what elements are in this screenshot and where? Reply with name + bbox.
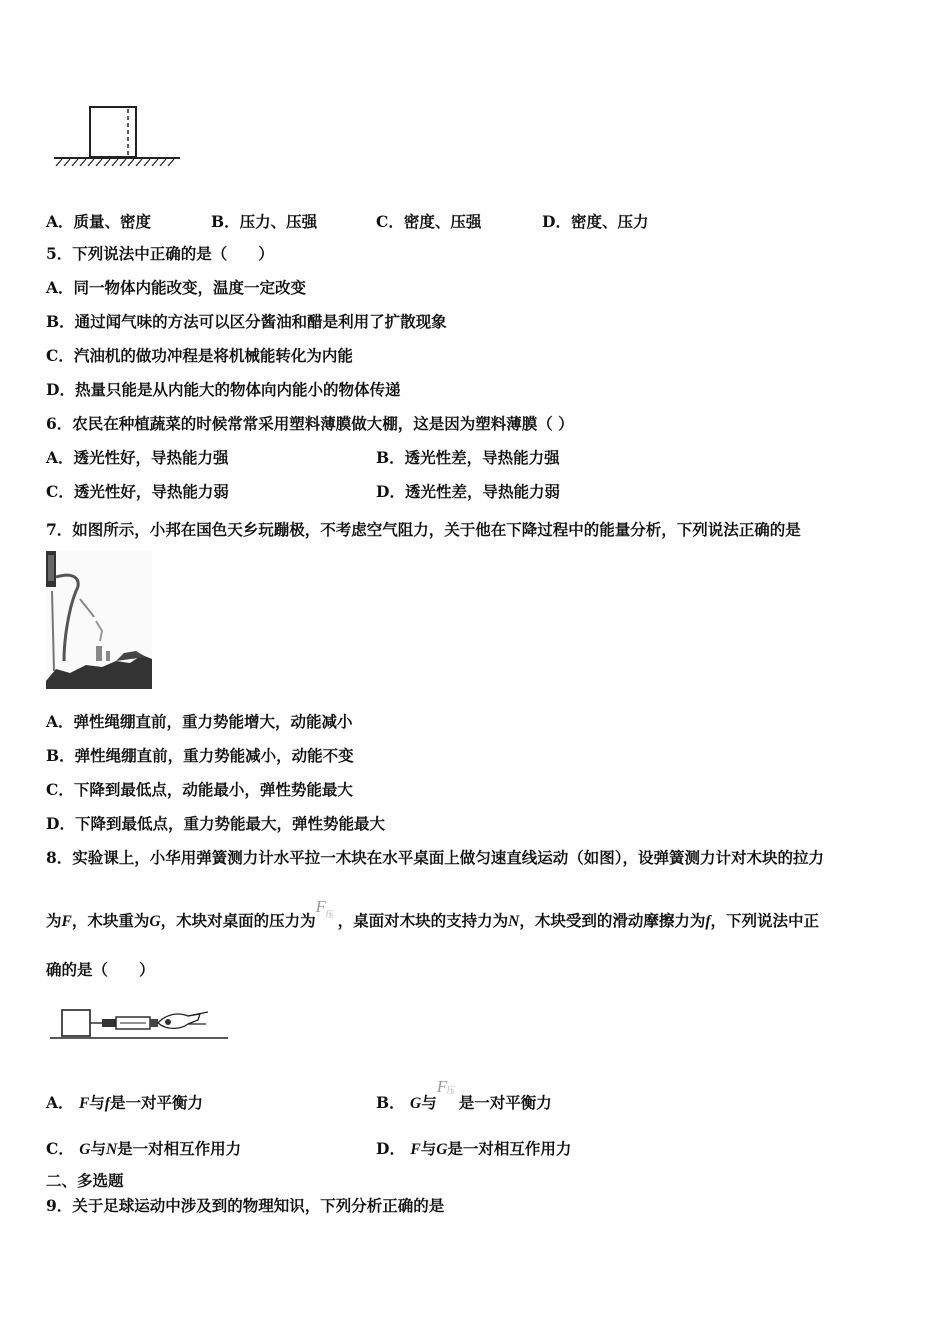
q8-option-b: B． G与 F 压 是一对平衡力	[376, 1077, 552, 1112]
symbol-F: F	[61, 913, 72, 930]
q6-option-a: A．透光性好，导热能力强	[46, 448, 229, 467]
q7-option-a: A．弹性绳绷直前，重力势能增大，动能减小	[46, 712, 353, 731]
q5-stem: 5．下列说法中正确的是（ ）	[46, 244, 274, 263]
q8-stem-line2: 为F，木块重为G，木块对桌面的压力为 F 压 ，桌面对木块的支持力为N，木块受到的滑动摩擦力为f，下列说法中正	[46, 897, 820, 930]
q6-option-d: D．透光性差，导热能力弱	[376, 482, 560, 501]
q8-stem-line3: 确的是（ ）	[46, 960, 155, 979]
symbol-f-pressure: F 压	[315, 897, 334, 919]
q8-option-c: C． G与N是一对相互作用力	[46, 1139, 242, 1158]
q6-option-c: C．透光性好，导热能力弱	[46, 482, 229, 501]
q7-option-b: B．弹性绳绷直前，重力势能减小，动能不变	[46, 746, 354, 765]
q7-option-d: D．下降到最低点，重力势能最大，弹性势能最大	[46, 814, 385, 833]
symbol-f: f	[705, 913, 711, 930]
q8-option-a: A． F与f是一对平衡力	[46, 1093, 203, 1112]
q5-option-a: A．同一物体内能改变，温度一定改变	[46, 278, 307, 297]
section-title-multiple-choice: 二、多选题	[46, 1171, 124, 1190]
symbol-f-pressure: F 压	[436, 1077, 455, 1096]
q8-stem-line1: 8．实验课上，小华用弹簧测力计水平拉一木块在水平桌面上做匀速直线运动（如图），设弹簧测力计对木块的拉力	[46, 848, 825, 867]
q4-option-d: D．密度、压力	[542, 212, 649, 231]
q6-option-b: B．透光性差，导热能力强	[376, 448, 560, 467]
spring-scale-figure	[48, 1004, 232, 1046]
q5-option-b: B．通过闻气味的方法可以区分酱油和醋是利用了扩散现象	[46, 312, 447, 331]
q5-option-c: C．汽油机的做功冲程是将机械能转化为内能	[46, 346, 353, 365]
symbol-G: G	[149, 913, 161, 930]
q4-option-a: A．质量、密度	[46, 212, 152, 231]
q4-option-c: C．密度、压强	[376, 212, 482, 231]
block-on-ground-figure	[52, 100, 184, 172]
symbol-N: N	[508, 913, 520, 930]
q4-option-b: B．压力、压强	[211, 212, 318, 231]
q8-option-d: D． F与G是一对相互作用力	[376, 1139, 572, 1158]
q6-stem: 6．农民在种植蔬菜的时候常常采用塑料薄膜做大棚，这是因为塑料薄膜（ ）	[46, 414, 574, 433]
q7-stem: 7．如图所示，小邦在国色天乡玩蹦极，不考虑空气阻力，关于他在下降过程中的能量分析，下列说法正确的是	[46, 520, 801, 539]
q5-option-d: D．热量只能是从内能大的物体向内能小的物体传递	[46, 380, 401, 399]
q7-option-c: C．下降到最低点，动能最小，弹性势能最大	[46, 780, 353, 799]
q9-stem: 9．关于足球运动中涉及到的物理知识，下列分析正确的是	[46, 1196, 445, 1215]
bungee-jump-photo	[46, 551, 152, 689]
